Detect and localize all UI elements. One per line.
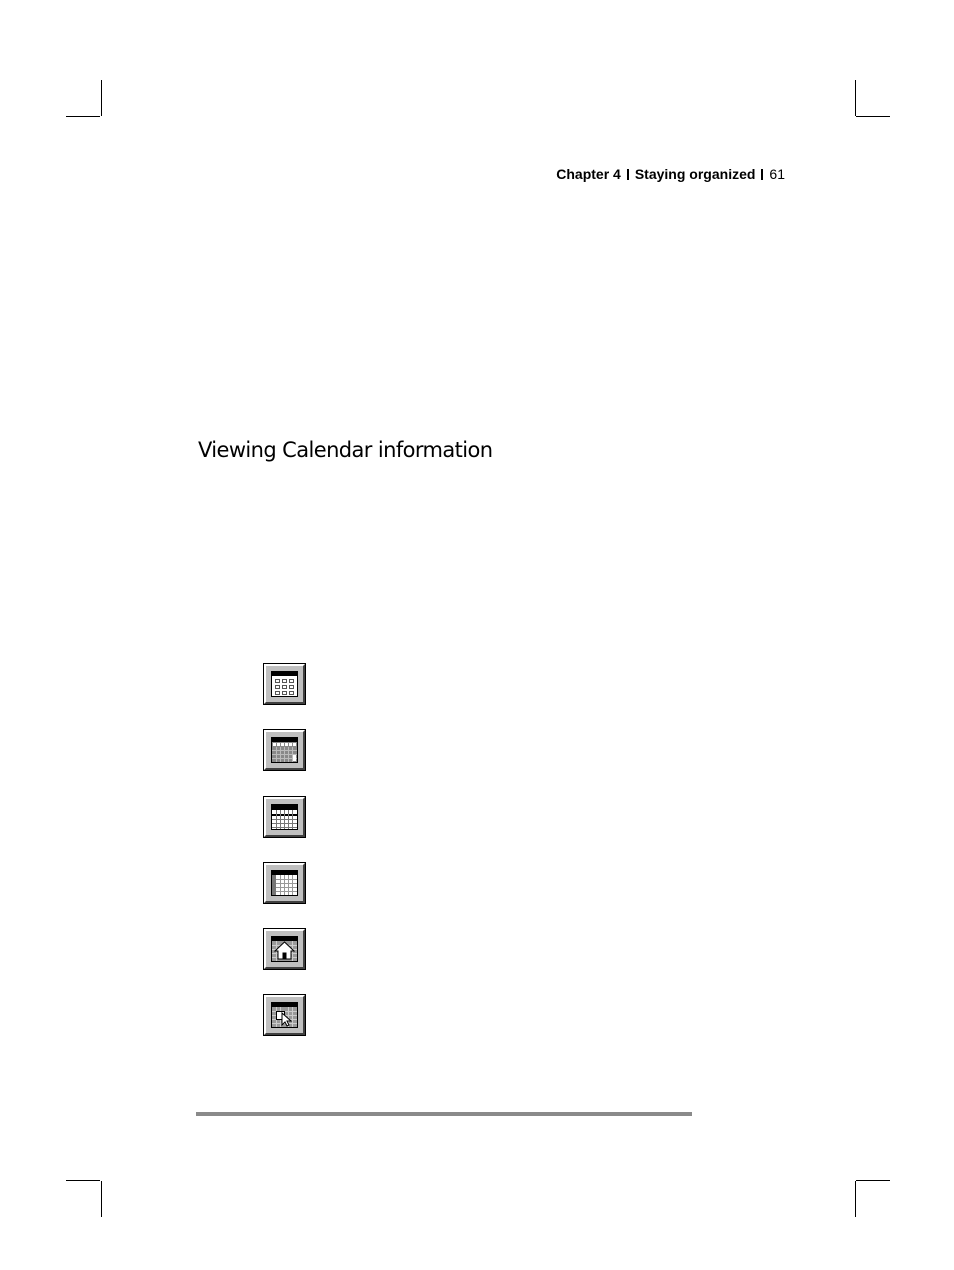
go-to-date-icon bbox=[264, 995, 305, 1035]
week-view-icon bbox=[264, 797, 305, 837]
crop-mark-top-right-v bbox=[855, 80, 856, 116]
crop-mark-top-left-v bbox=[101, 80, 102, 116]
crop-mark-bottom-left-h bbox=[66, 1180, 100, 1181]
header-separator bbox=[761, 169, 763, 180]
crop-mark-bottom-left-v bbox=[101, 1181, 102, 1217]
agenda-view-icon bbox=[264, 664, 305, 704]
footer-rule bbox=[196, 1112, 692, 1116]
crop-mark-bottom-right-h bbox=[856, 1180, 890, 1181]
crop-mark-top-right-h bbox=[856, 116, 890, 117]
header-chapter: Chapter 4 bbox=[556, 166, 621, 182]
crop-mark-top-left-h bbox=[66, 116, 100, 117]
day-view-icon bbox=[264, 730, 305, 770]
header-title: Staying organized bbox=[634, 166, 756, 182]
crop-mark-bottom-right-v bbox=[855, 1181, 856, 1217]
today-icon bbox=[264, 929, 305, 969]
section-title: Viewing Calendar information bbox=[198, 438, 493, 462]
header-separator bbox=[627, 169, 629, 180]
month-view-icon bbox=[264, 863, 305, 903]
page-number: 61 bbox=[769, 166, 785, 182]
running-header bbox=[556, 166, 785, 182]
